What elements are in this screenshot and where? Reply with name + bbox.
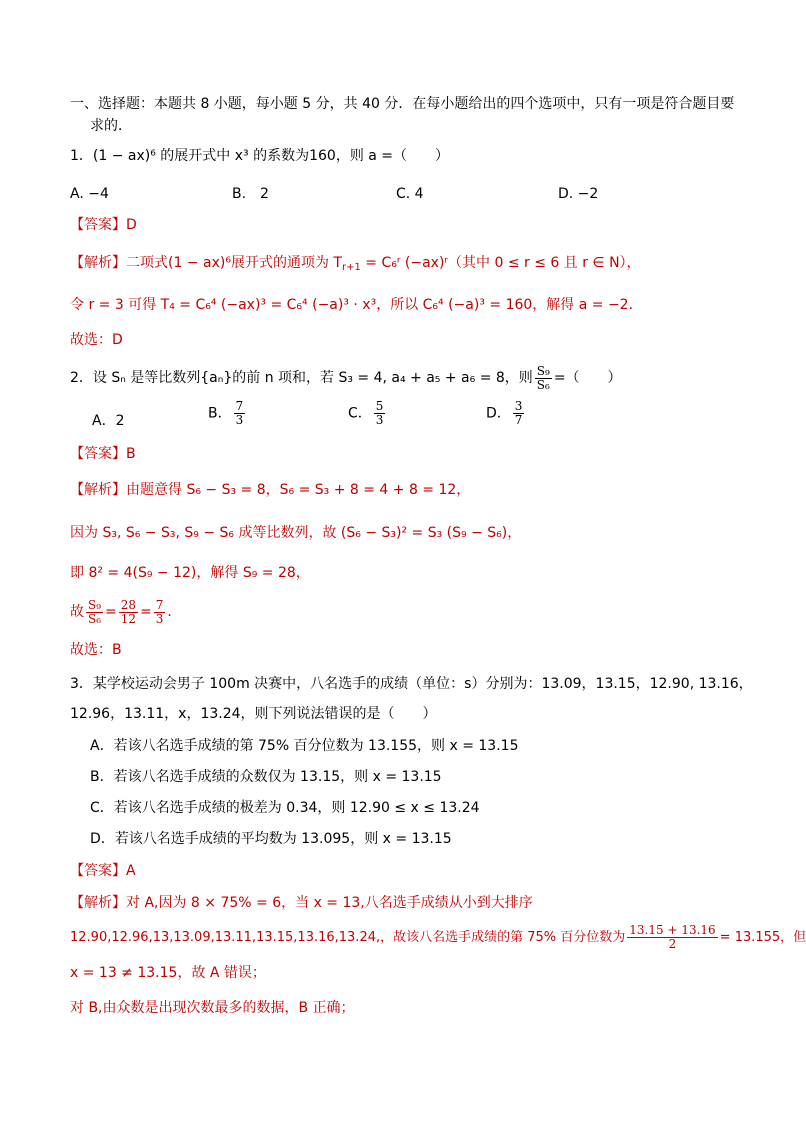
equals-sign: = [105, 604, 117, 620]
q1-choose [70, 330, 123, 350]
fraction-numerator: 3 [514, 399, 523, 413]
q2-option-b-label: B． [208, 405, 232, 422]
q3-analysis-line2-b: = 13.155，但 [719, 930, 806, 945]
choose-label: 故选： [70, 332, 112, 348]
q2-option-d [486, 400, 526, 427]
q3-analysis-line1 [70, 893, 533, 913]
q2-analysis-line1 [70, 480, 470, 500]
q2-stem [70, 364, 622, 392]
q1-choose-value: D [112, 332, 123, 348]
fraction-numerator: 28 [120, 597, 137, 612]
q1-option-b: B. 2 [232, 186, 269, 202]
q1-analysis-text-a: 二项式(1 − ax)⁶展开式的通项为 T [126, 255, 342, 271]
q3-analysis-line3: x = 13 ≠ 13.15，故 A 错误； [70, 965, 266, 981]
answer-label: 【答案】 [70, 217, 126, 233]
fraction-denominator: 3 [155, 611, 164, 626]
q1-analysis-line1 [70, 253, 641, 278]
q2-choose [70, 640, 122, 660]
q2-analysis-fraction-3 [154, 599, 166, 626]
analysis-label: 【解析】 [70, 255, 126, 271]
q2-analysis-fraction-2 [119, 599, 138, 626]
q2-analysis-line4 [70, 597, 181, 627]
q1-analysis-sub: r+1 [341, 262, 361, 273]
q3-stem-line2: 12.96，13.11，x，13.24，则下列说法错误的是（ ） [70, 706, 437, 722]
q1-option-c: C. 4 [396, 186, 424, 202]
q2-answer [70, 444, 136, 464]
q2-stem-fraction [535, 365, 552, 392]
q2-analysis-line4-end: ． [167, 604, 182, 620]
q2-analysis-line4-pre: 故 [70, 604, 84, 620]
q2-answer-value: B [126, 446, 136, 462]
section-heading: 一、选择题：本题共 8 小题，每小题 5 分，共 40 分．在每小题给出的四个选项中，只有一项是符合题目要 [70, 96, 735, 112]
q3-answer-value: A [126, 863, 136, 879]
q2-option-a: A．2 [92, 413, 125, 429]
q3-option-c: C．若该八名选手成绩的极差为 0.34，则 12.90 ≤ x ≤ 13.24 [90, 800, 480, 816]
q2-option-c [348, 400, 387, 427]
analysis-label: 【解析】 [70, 482, 126, 498]
q2-analysis-line2: 因为 S₃, S₆ − S₃, S₉ − S₆ 成等比数列，故 (S₆ − S₃)² = S₃ (S₉ − S₆)， [70, 525, 522, 541]
analysis-label: 【解析】 [70, 895, 126, 911]
q1-option-d: D. −2 [558, 186, 599, 202]
q1-answer [70, 215, 137, 235]
q2-option-c-label: C． [348, 405, 372, 422]
q3-option-d: D．若该八名选手成绩的平均数为 13.095，则 x = 13.15 [90, 831, 452, 847]
q2-analysis-text: 由题意得 S₆ − S₃ = 8，S₆ = S₃ + 8 = 4 + 8 = 12， [126, 482, 471, 498]
q3-analysis-line2-a: 12.90,12.96,13,13.09,13.11,13.15,13.16,13.24,，故该八名选手成绩的第 75% 百分位数为 [70, 930, 626, 945]
fraction-denominator: 12 [120, 611, 137, 626]
fraction-numerator: S₉ [88, 597, 102, 612]
fraction-denominator: 2 [668, 937, 677, 951]
q3-option-a: A．若该八名选手成绩的第 75% 百分位数为 13.155，则 x = 13.15 [90, 738, 519, 754]
q2-option-c-fraction [374, 400, 386, 427]
q2-option-b-fraction [234, 400, 246, 427]
q3-analysis-text: 对 A,因为 8 × 75% = 6，当 x = 13,八名选手成绩从小到大排序 [126, 895, 533, 911]
fraction-denominator: S₆ [88, 611, 102, 626]
q3-option-b: B．若该八名选手成绩的众数仅为 13.15，则 x = 13.15 [90, 769, 442, 785]
equals-sign: = [140, 604, 152, 620]
fraction-denominator: 3 [235, 413, 244, 427]
fraction-numerator: 7 [155, 597, 164, 612]
q2-option-b [208, 400, 247, 427]
answer-label: 【答案】 [70, 446, 126, 462]
q1-analysis-text-b: = C₆ʳ (−ax)ʳ（其中 0 ≤ r ≤ 6 且 r ∈ N）， [360, 255, 641, 271]
choose-label: 故选： [70, 642, 112, 658]
fraction-denominator: S₆ [536, 377, 550, 392]
q2-choose-value: B [112, 642, 122, 658]
q2-stem-b: =（ ） [553, 370, 622, 386]
q1-analysis-line2: 令 r = 3 可得 T₄ = C₆⁴ (−ax)³ = C₆⁴ (−a)³ · x³，所以 C₆⁴ (−a)³ = 160，解得 a = −2． [70, 297, 643, 313]
q3-answer [70, 861, 136, 881]
q2-option-d-label: D． [486, 405, 511, 422]
q2-stem-a: 2．设 Sₙ 是等比数列{aₙ}的前 n 项和，若 S₃ = 4, a₄ + a₅ + a₆ = 8，则 [70, 370, 533, 386]
q1-stem: 1．(1 − ax)⁶ 的展开式中 x³ 的系数为160，则 a =（ ） [70, 148, 450, 164]
q2-option-d-fraction [513, 400, 525, 427]
q1-answer-value: D [126, 217, 137, 233]
q3-analysis-line4: 对 B,由众数是出现次数最多的数据，B 正确； [70, 1000, 355, 1016]
q3-analysis-fraction [627, 924, 717, 951]
answer-label: 【答案】 [70, 863, 126, 879]
fraction-numerator: S₉ [536, 363, 550, 378]
fraction-numerator: 7 [235, 399, 244, 413]
q2-analysis-fraction-1 [86, 599, 103, 626]
fraction-denominator: 7 [514, 413, 523, 427]
q3-stem-line1: 3．某学校运动会男子 100m 决赛中，八名选手的成绩（单位：s）分别为：13.09，13.15，12.90, 13.16， [70, 676, 753, 692]
q1-option-a: A. −4 [70, 186, 109, 202]
q3-analysis-line2 [70, 922, 806, 954]
fraction-numerator: 5 [375, 399, 384, 413]
section-heading-cont: 求的． [90, 118, 132, 134]
fraction-numerator: 13.15 + 13.16 [629, 923, 716, 937]
fraction-denominator: 3 [375, 413, 384, 427]
q2-analysis-line3: 即 8² = 4(S₉ − 12)，解得 S₉ = 28， [70, 565, 310, 581]
